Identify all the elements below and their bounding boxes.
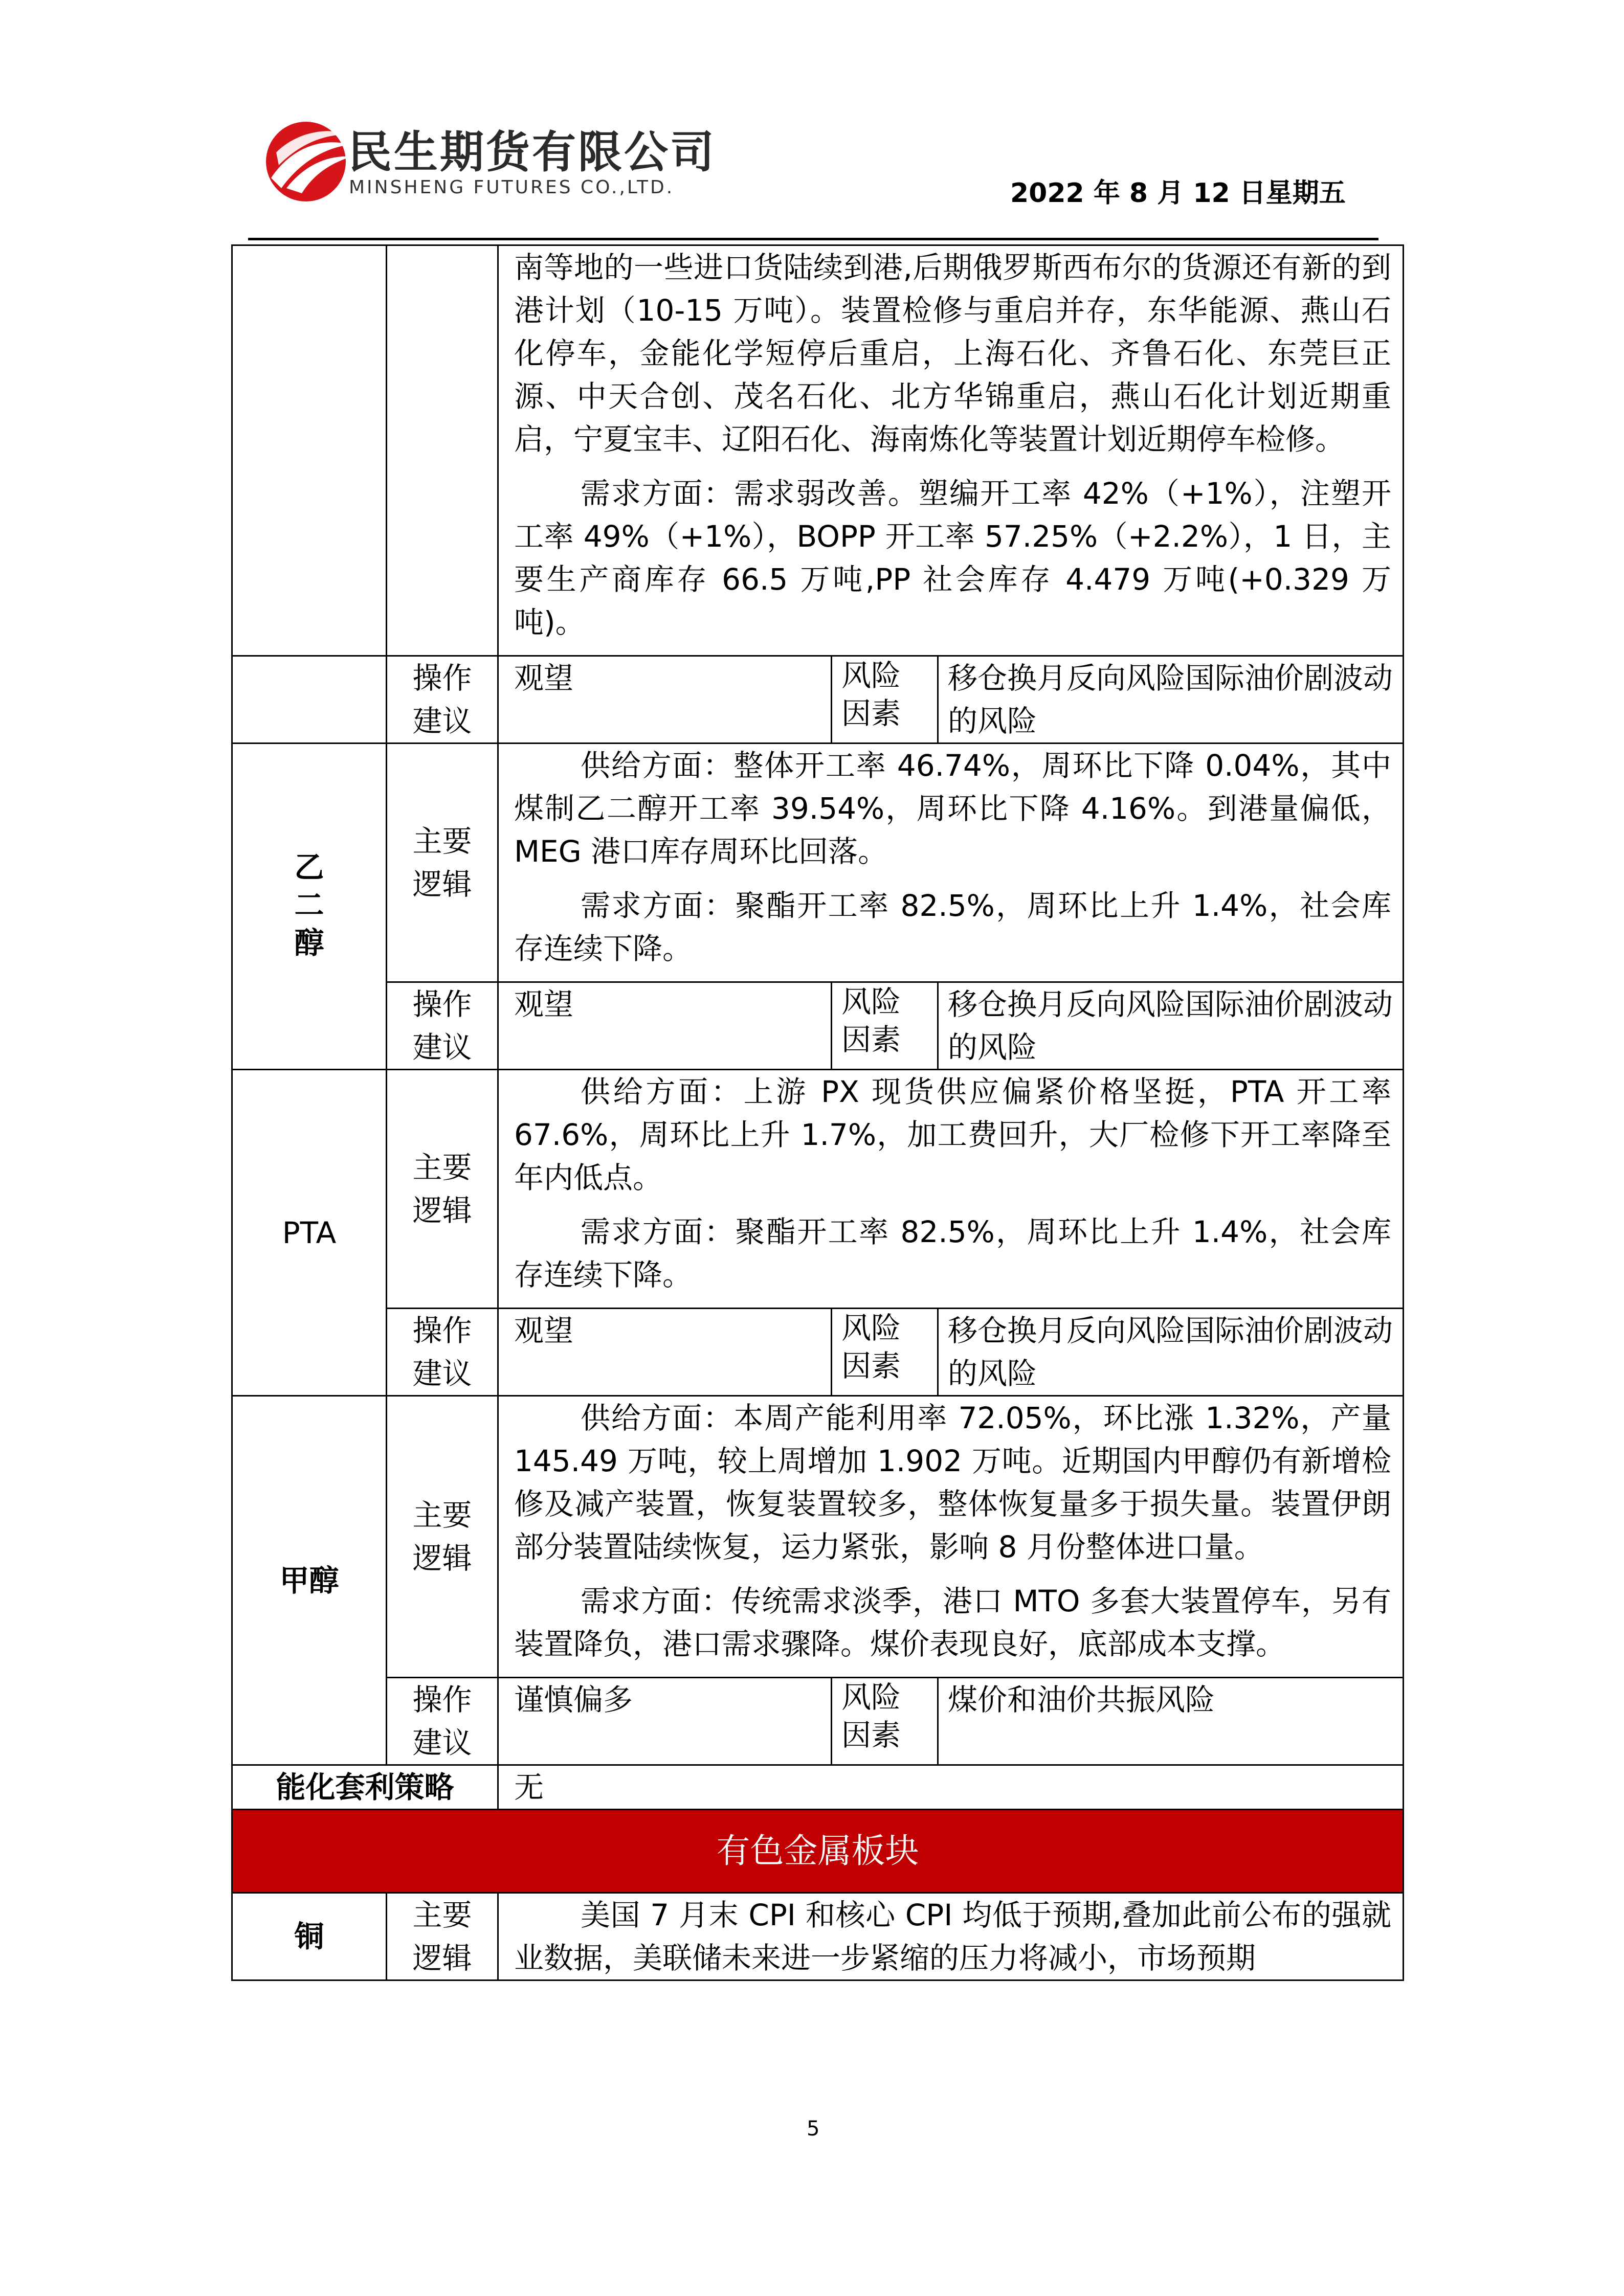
methanol-risk: 煤价和油价共振风险	[938, 1678, 1404, 1765]
commodity-table	[231, 244, 1404, 1981]
minsheng-logo-icon	[261, 117, 353, 204]
meg-advice: 观望	[498, 982, 832, 1070]
methanol-advice-label: 操作建议	[387, 1678, 498, 1765]
methanol-advice-row	[232, 1678, 1404, 1765]
methanol-supply: 供给方面：本周产能利用率 72.05%，环比涨 1.32%，产量 145.49 万吨，较上周增加 1.902 万吨。近期国内甲醇仍有新增检修及减产装置，恢复装置较多，整体恢复量多于损失量。装置伊朗部分装置陆续恢复，运力紧张，影响 8 月份整体进口量。	[514, 1401, 1392, 1564]
methanol-logic-label: 主要逻辑	[387, 1396, 498, 1678]
pp-risk: 移仓换月反向风险国际油价剧波动的风险	[938, 656, 1404, 744]
pta-logic-cell	[498, 1070, 1404, 1309]
meg-advice-row	[232, 982, 1404, 1070]
page-number: 5	[807, 2117, 820, 2141]
pp-advice: 观望	[498, 656, 832, 744]
meg-supply: 供给方面：整体开工率 46.74%，周环比下降 0.04%，其中煤制乙二醇开工率 39.54%，周环比下降 4.16%。到港量偏低，MEG 港口库存周环比回落。	[514, 748, 1392, 869]
pta-logic-row	[232, 1070, 1404, 1309]
pta-advice-row	[232, 1309, 1404, 1396]
pta-logic-label: 主要逻辑	[387, 1070, 498, 1309]
pp-advice-row	[232, 656, 1404, 744]
pp-category-cell-2	[232, 656, 387, 744]
pp-logic-row	[232, 245, 1404, 656]
company-name-en: MINSHENG FUTURES CO.,LTD.	[349, 177, 675, 198]
meg-logic-label: 主要逻辑	[387, 744, 498, 982]
methanol-demand: 需求方面：传统需求淡季，港口 MTO 多套大装置停车，另有装置降负，港口需求骤降。煤价表现良好，底部成本支撑。	[514, 1584, 1392, 1661]
arbitrage-row	[232, 1765, 1404, 1810]
methanol-logic-cell	[498, 1396, 1404, 1678]
arbitrage-label: 能化套利策略	[232, 1765, 498, 1810]
methanol-logic-row	[232, 1396, 1404, 1678]
pta-advice: 观望	[498, 1309, 832, 1396]
arbitrage-value: 无	[498, 1765, 1404, 1810]
meg-risk-label: 风险因素	[832, 982, 938, 1070]
meg-risk: 移仓换月反向风险国际油价剧波动的风险	[938, 982, 1404, 1070]
methanol-risk-label: 风险因素	[832, 1678, 938, 1765]
copper-logic-cell	[498, 1893, 1404, 1980]
meg-logic-cell	[498, 744, 1404, 982]
pta-risk-label: 风险因素	[832, 1309, 938, 1396]
company-name-cn: 民生期货有限公司	[348, 127, 716, 178]
pta-advice-label: 操作建议	[387, 1309, 498, 1396]
pp-logic-continued: 南等地的一些进口货陆续到港,后期俄罗斯西布尔的货源还有新的到港计划（10-15 万吨）。装置检修与重启并存，东华能源、燕山石化停车，金能化学短停后重启，上海石化、齐鲁石化、东莞巨正源、中天合创、茂名石化、北方华锦重启，燕山石化计划近期重启，宁夏宝丰、辽阳石化、海南炼化等装置计划近期停车检修。	[514, 250, 1392, 457]
header-divider	[248, 238, 1378, 240]
copper-category: 铜	[232, 1893, 387, 1980]
methanol-advice: 谨慎偏多	[498, 1678, 832, 1765]
copper-logic-label: 主要逻辑	[387, 1893, 498, 1980]
report-date: 2022 年 8 月 12 日星期五	[1010, 178, 1346, 209]
methanol-category: 甲醇	[232, 1396, 387, 1765]
copper-logic-row	[232, 1893, 1404, 1980]
section-title: 有色金属板块	[232, 1810, 1404, 1893]
pta-category: PTA	[232, 1070, 387, 1396]
copper-text: 美国 7 月末 CPI 和核心 CPI 均低于预期,叠加此前公布的强就业数据，美联储未来进一步紧缩的压力将减小，市场预期	[514, 1898, 1392, 1975]
meg-advice-label: 操作建议	[387, 982, 498, 1070]
company-logo	[261, 117, 757, 214]
pta-demand: 需求方面：聚酯开工率 82.5%，周环比上升 1.4%，社会库存连续下降。	[514, 1214, 1392, 1292]
pp-demand: 需求方面：需求弱改善。塑编开工率 42%（+1%），注塑开工率 49%（+1%），BOPP 开工率 57.25%（+2.2%），1 日，主要生产商库存 66.5 万吨,PP 社会库存 4.479 万吨(+0.329 万吨)。	[514, 476, 1392, 640]
meg-demand: 需求方面：聚酯开工率 82.5%，周环比上升 1.4%，社会库存连续下降。	[514, 888, 1392, 966]
meg-category: 乙二醇	[232, 744, 387, 1070]
section-row	[232, 1810, 1404, 1893]
pta-supply: 供给方面：上游 PX 现货供应偏紧价格坚挺，PTA 开工率 67.6%，周环比上升 1.7%，加工费回升，大厂检修下开工率降至年内低点。	[514, 1074, 1392, 1195]
meg-logic-row	[232, 744, 1404, 982]
pp-advice-label: 操作建议	[387, 656, 498, 744]
pp-logic-label-cell	[387, 245, 498, 656]
pta-risk: 移仓换月反向风险国际油价剧波动的风险	[938, 1309, 1404, 1396]
pp-category-cell	[232, 245, 387, 656]
pp-risk-label: 风险因素	[832, 656, 938, 744]
pp-logic-cell	[498, 245, 1404, 656]
